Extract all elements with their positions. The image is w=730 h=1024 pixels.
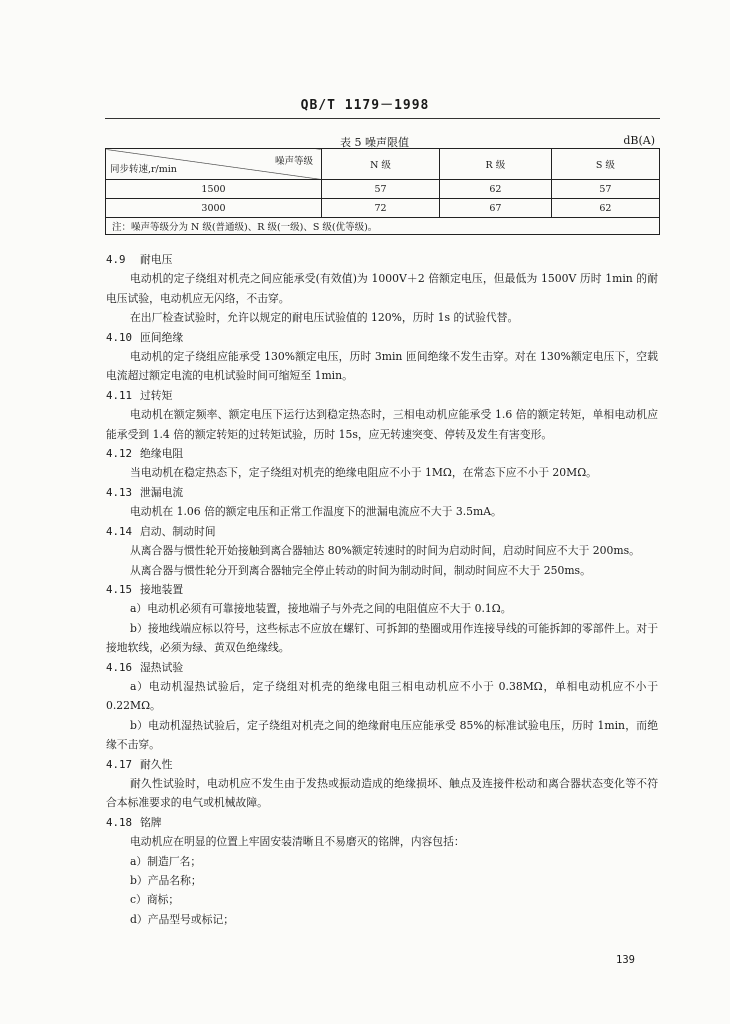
table-note: 注：噪声等级分为 N 级(普通级)、R 级(一级)、S 级(优等级)。 (106, 218, 660, 235)
r-value-cell: 62 (440, 180, 552, 199)
n-value-cell: 57 (322, 180, 440, 199)
table-header-row (106, 149, 660, 180)
s-value-cell: 57 (551, 180, 659, 199)
section-heading (106, 580, 658, 599)
paragraph: 电动机的定子绕组应能承受 130%额定电压，历时 3min 匝间绝缘不发生击穿。对在 130%额定电压下，空载电流超过额定电流的电机试验时间可缩短至 1min。 (106, 350, 658, 383)
header-s-grade: S 级 (551, 149, 659, 180)
section-number: 4.12 (106, 447, 133, 461)
section-title: 湿热试验 (140, 660, 184, 674)
paragraph: 电动机在 1.06 倍的额定电压和正常工作温度下的泄漏电流应不大于 3.5mA。 (130, 505, 502, 519)
section-title: 过转矩 (140, 388, 173, 402)
paragraph: 从离合器与惯性轮开始接触到离合器轴达 80%额定转速时的时间为启动时间，启动时间应不大于 200ms。 (130, 544, 640, 558)
table-row (106, 180, 660, 199)
section-heading (106, 813, 658, 832)
section-heading (106, 328, 658, 347)
paragraph: 从离合器与惯性轮分开到离合器轴完全停止转动的时间为制动时间，制动时间应不大于 250ms。 (130, 563, 591, 577)
section-title: 绝缘电阻 (140, 447, 184, 461)
section-heading (106, 444, 658, 463)
list-item: c）商标； (130, 893, 180, 907)
paragraph: 当电动机在稳定热态下，定子绕组对机壳的绝缘电阻应不小于 1MΩ，在常态下应不小于 20MΩ。 (130, 466, 597, 480)
section-number: 4.13 (106, 485, 133, 499)
paragraph: 电动机的定子绕组对机壳之间应能承受(有效值)为 1000V＋2 倍额定电压，但最低为 1500V 历时 1min 的耐电压试验，电动机应无闪络，不击穿。 (106, 272, 658, 305)
speed-cell: 3000 (106, 199, 322, 218)
header-rule (105, 118, 660, 119)
r-value-cell: 67 (440, 199, 552, 218)
section-number: 4.14 (106, 524, 133, 538)
diagonal-header-cell (106, 149, 322, 180)
speed-cell: 1500 (106, 180, 322, 199)
section-title: 泄漏电流 (140, 485, 184, 499)
paragraph: 电动机应在明显的位置上牢固安装清晰且不易磨灭的铭牌，内容包括： (130, 835, 465, 849)
list-item: a）电动机湿热试验后，定子绕组对机壳的绝缘电阻三相电动机应不小于 0.38MΩ，单相电动机应不小于 0.22MΩ。 (106, 679, 658, 713)
section-title: 耐电压 (140, 253, 173, 266)
table-unit: dB(A) (623, 134, 655, 147)
list-item: d）产品型号或标记； (130, 912, 235, 926)
section-number: 4.10 (106, 330, 133, 344)
table-title: 表 5 噪声限值 (340, 136, 409, 149)
header-noise-grade: 噪声等级 (274, 156, 313, 167)
list-item: b）接地线端应标以符号，这些标志不应放在螺钉、可拆卸的垫圈或用作连接导线的可能拆卸的零部件上。对于接地软线，必须为绿、黄双色绝缘线。 (106, 621, 658, 655)
table-note-row (106, 218, 660, 235)
section-title: 匝间绝缘 (140, 330, 184, 344)
section-number: 4.15 (106, 582, 133, 596)
noise-limit-table (105, 148, 660, 235)
section-heading (106, 386, 658, 405)
s-value-cell: 62 (551, 199, 659, 218)
document-body (106, 250, 658, 929)
header-sync-speed: 同步转速,r/min (110, 164, 177, 175)
section-title: 耐久性 (140, 757, 173, 771)
section-heading (106, 755, 658, 774)
section-heading (106, 483, 658, 502)
section-heading (106, 522, 658, 541)
paragraph: 电动机在额定频率、额定电压下运行达到稳定热态时，三相电动机应能承受 1.6 倍的额定转矩，单相电动机应能承受到 1.4 倍的额定转矩的过转矩试验，历时 15s，应无转速突变、停转及发生有害变形。 (106, 408, 658, 441)
section-heading (106, 250, 658, 269)
section-number: 4.11 (106, 388, 133, 402)
header-r-grade: R 级 (440, 149, 552, 180)
section-title: 铭牌 (140, 815, 162, 829)
table-row (106, 199, 660, 218)
page-number: 139 (616, 954, 635, 966)
section-number: 4.17 (106, 757, 133, 771)
section-title: 接地装置 (140, 582, 184, 596)
section-number: 4.9 (106, 253, 126, 266)
section-heading (106, 658, 658, 677)
list-item: a）电动机必须有可靠接地装置，接地端子与外壳之间的电阻值应不大于 0.1Ω。 (130, 602, 512, 616)
document-header: QB/T 1179－1998 (300, 98, 430, 113)
list-item: a）制造厂名； (130, 854, 202, 868)
header-n-grade: N 级 (322, 149, 440, 180)
section-number: 4.18 (106, 815, 133, 829)
section-title: 启动、制动时间 (140, 524, 216, 538)
paragraph: 在出厂检查试验时，允许以规定的耐电压试验值的 120%，历时 1s 的试验代替。 (130, 311, 519, 325)
n-value-cell: 72 (322, 199, 440, 218)
list-item: b）电动机湿热试验后，定子绕组对机壳之间的绝缘耐电压应能承受 85%的标准试验电压，历时 1min，而绝缘不击穿。 (106, 718, 658, 752)
paragraph: 耐久性试验时，电动机应不发生由于发热或振动造成的绝缘损坏、触点及连接件松动和离合器状态变化等不符合本标准要求的电气或机械故障。 (106, 776, 658, 810)
section-number: 4.16 (106, 660, 133, 674)
list-item: b）产品名称； (130, 874, 202, 887)
